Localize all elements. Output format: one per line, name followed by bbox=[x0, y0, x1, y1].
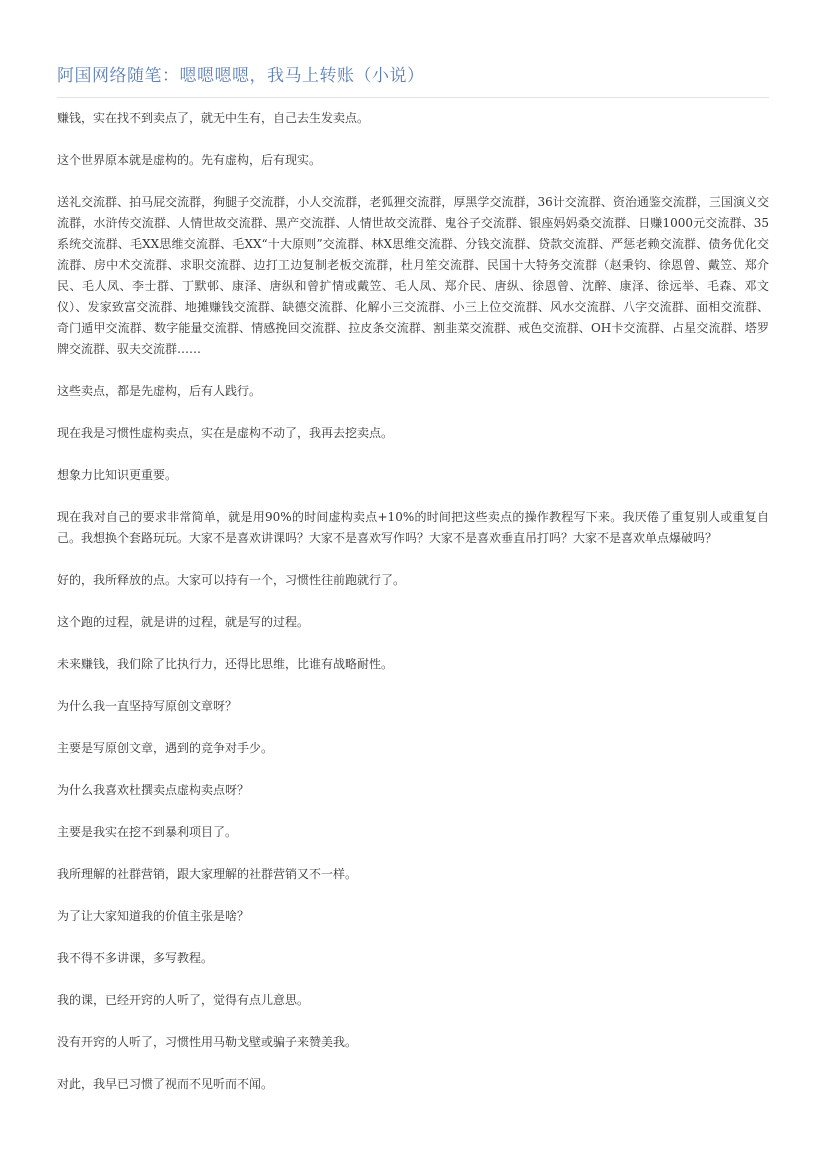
title-divider bbox=[57, 97, 769, 98]
paragraph: 这些卖点，都是先虚构，后有人践行。 bbox=[57, 384, 262, 398]
article-body bbox=[57, 108, 769, 1095]
paragraph: 没有开窍的人听了，习惯性用马勒戈壁或骗子来赞美我。 bbox=[57, 1035, 358, 1049]
paragraph-group-list: 送礼交流群、拍马屁交流群，狗腿子交流群，小人交流群，老狐狸交流群，厚黑学交流群，36计交流群、资治通鉴交流群，三国演义交流群，水浒传交流群、人情世故交流群、黑产交流群、人情世故交流群、鬼谷子交流群、银座妈妈桑交流群、日赚1000元交流群、35系统交流群、毛XX思维交流群、毛XX“十大原则”交流群、林X思维交流群、分钱交流群、贷款交流群、严惩老赖交流群、债务优化交流群、房中术交流群、求职交流群、边打工边复制老板交流群，杜月笙交流群、民国十大特务交流群（赵秉钧、徐恩曾、戴笠、郑介民、毛人凤、李士群、丁默邨、康泽、唐纵和曾扩情或戴笠、毛人凤、郑介民、唐纵、徐恩曾、沈醉、康泽、徐远举、毛森、邓文仪）、发家致富交流群、地摊赚钱交流群、缺德交流群、化解小三交流群、小三上位交流群、风水交流群、八字交流群、面相交流群、奇门遁甲交流群、数字能量交流群、情感挽回交流群、拉皮条交流群、割韭菜交流群、戒色交流群、OH卡交流群、占星交流群、塔罗牌交流群、驭夫交流群…… bbox=[57, 195, 769, 356]
paragraph: 我不得不多讲课，多写教程。 bbox=[57, 951, 214, 965]
paragraph: 未来赚钱，我们除了比执行力，还得比思维，比谁有战略耐性。 bbox=[57, 657, 394, 671]
paragraph: 现在我是习惯性虚构卖点，实在是虚构不动了，我再去挖卖点。 bbox=[57, 426, 394, 440]
paragraph: 为了让大家知道我的价值主张是啥？ bbox=[57, 909, 250, 923]
paragraph: 这个跑的过程，就是讲的过程，就是写的过程。 bbox=[57, 615, 310, 629]
paragraph: 主要是写原创文章，遇到的竞争对手少。 bbox=[57, 741, 274, 755]
paragraph: 想象力比知识更重要。 bbox=[57, 468, 178, 482]
paragraph: 为什么我喜欢杜撰卖点虚构卖点呀？ bbox=[57, 783, 250, 797]
paragraph: 现在我对自己的要求非常简单，就是用90%的时间虚构卖点+10%的时间把这些卖点的操作教程写下来。我厌倦了重复别人或重复自己。我想换个套路玩玩。大家不是喜欢讲课吗？大家不是喜欢写作吗？大家不是喜欢垂直吊打吗？大家不是喜欢单点爆破吗？ bbox=[57, 510, 769, 545]
article-title: 阿国网络随笔：嗯嗯嗯嗯，我马上转账（小说） bbox=[57, 66, 425, 86]
paragraph: 这个世界原本就是虚构的。先有虚构，后有现实。 bbox=[57, 153, 322, 167]
paragraph: 主要是我实在挖不到暴利项目了。 bbox=[57, 825, 238, 839]
paragraph: 赚钱，实在找不到卖点了，就无中生有，自己去生发卖点。 bbox=[57, 111, 370, 125]
paragraph: 为什么我一直坚持写原创文章呀？ bbox=[57, 699, 238, 713]
article bbox=[57, 0, 769, 1095]
paragraph: 对此，我早已习惯了视而不见听而不闻。 bbox=[57, 1077, 274, 1091]
paragraph: 好的，我所释放的点。大家可以持有一个，习惯性往前跑就行了。 bbox=[57, 573, 406, 587]
paragraph: 我所理解的社群营销，跟大家理解的社群营销又不一样。 bbox=[57, 867, 358, 881]
paragraph: 我的课，已经开窍的人听了，觉得有点儿意思。 bbox=[57, 993, 310, 1007]
